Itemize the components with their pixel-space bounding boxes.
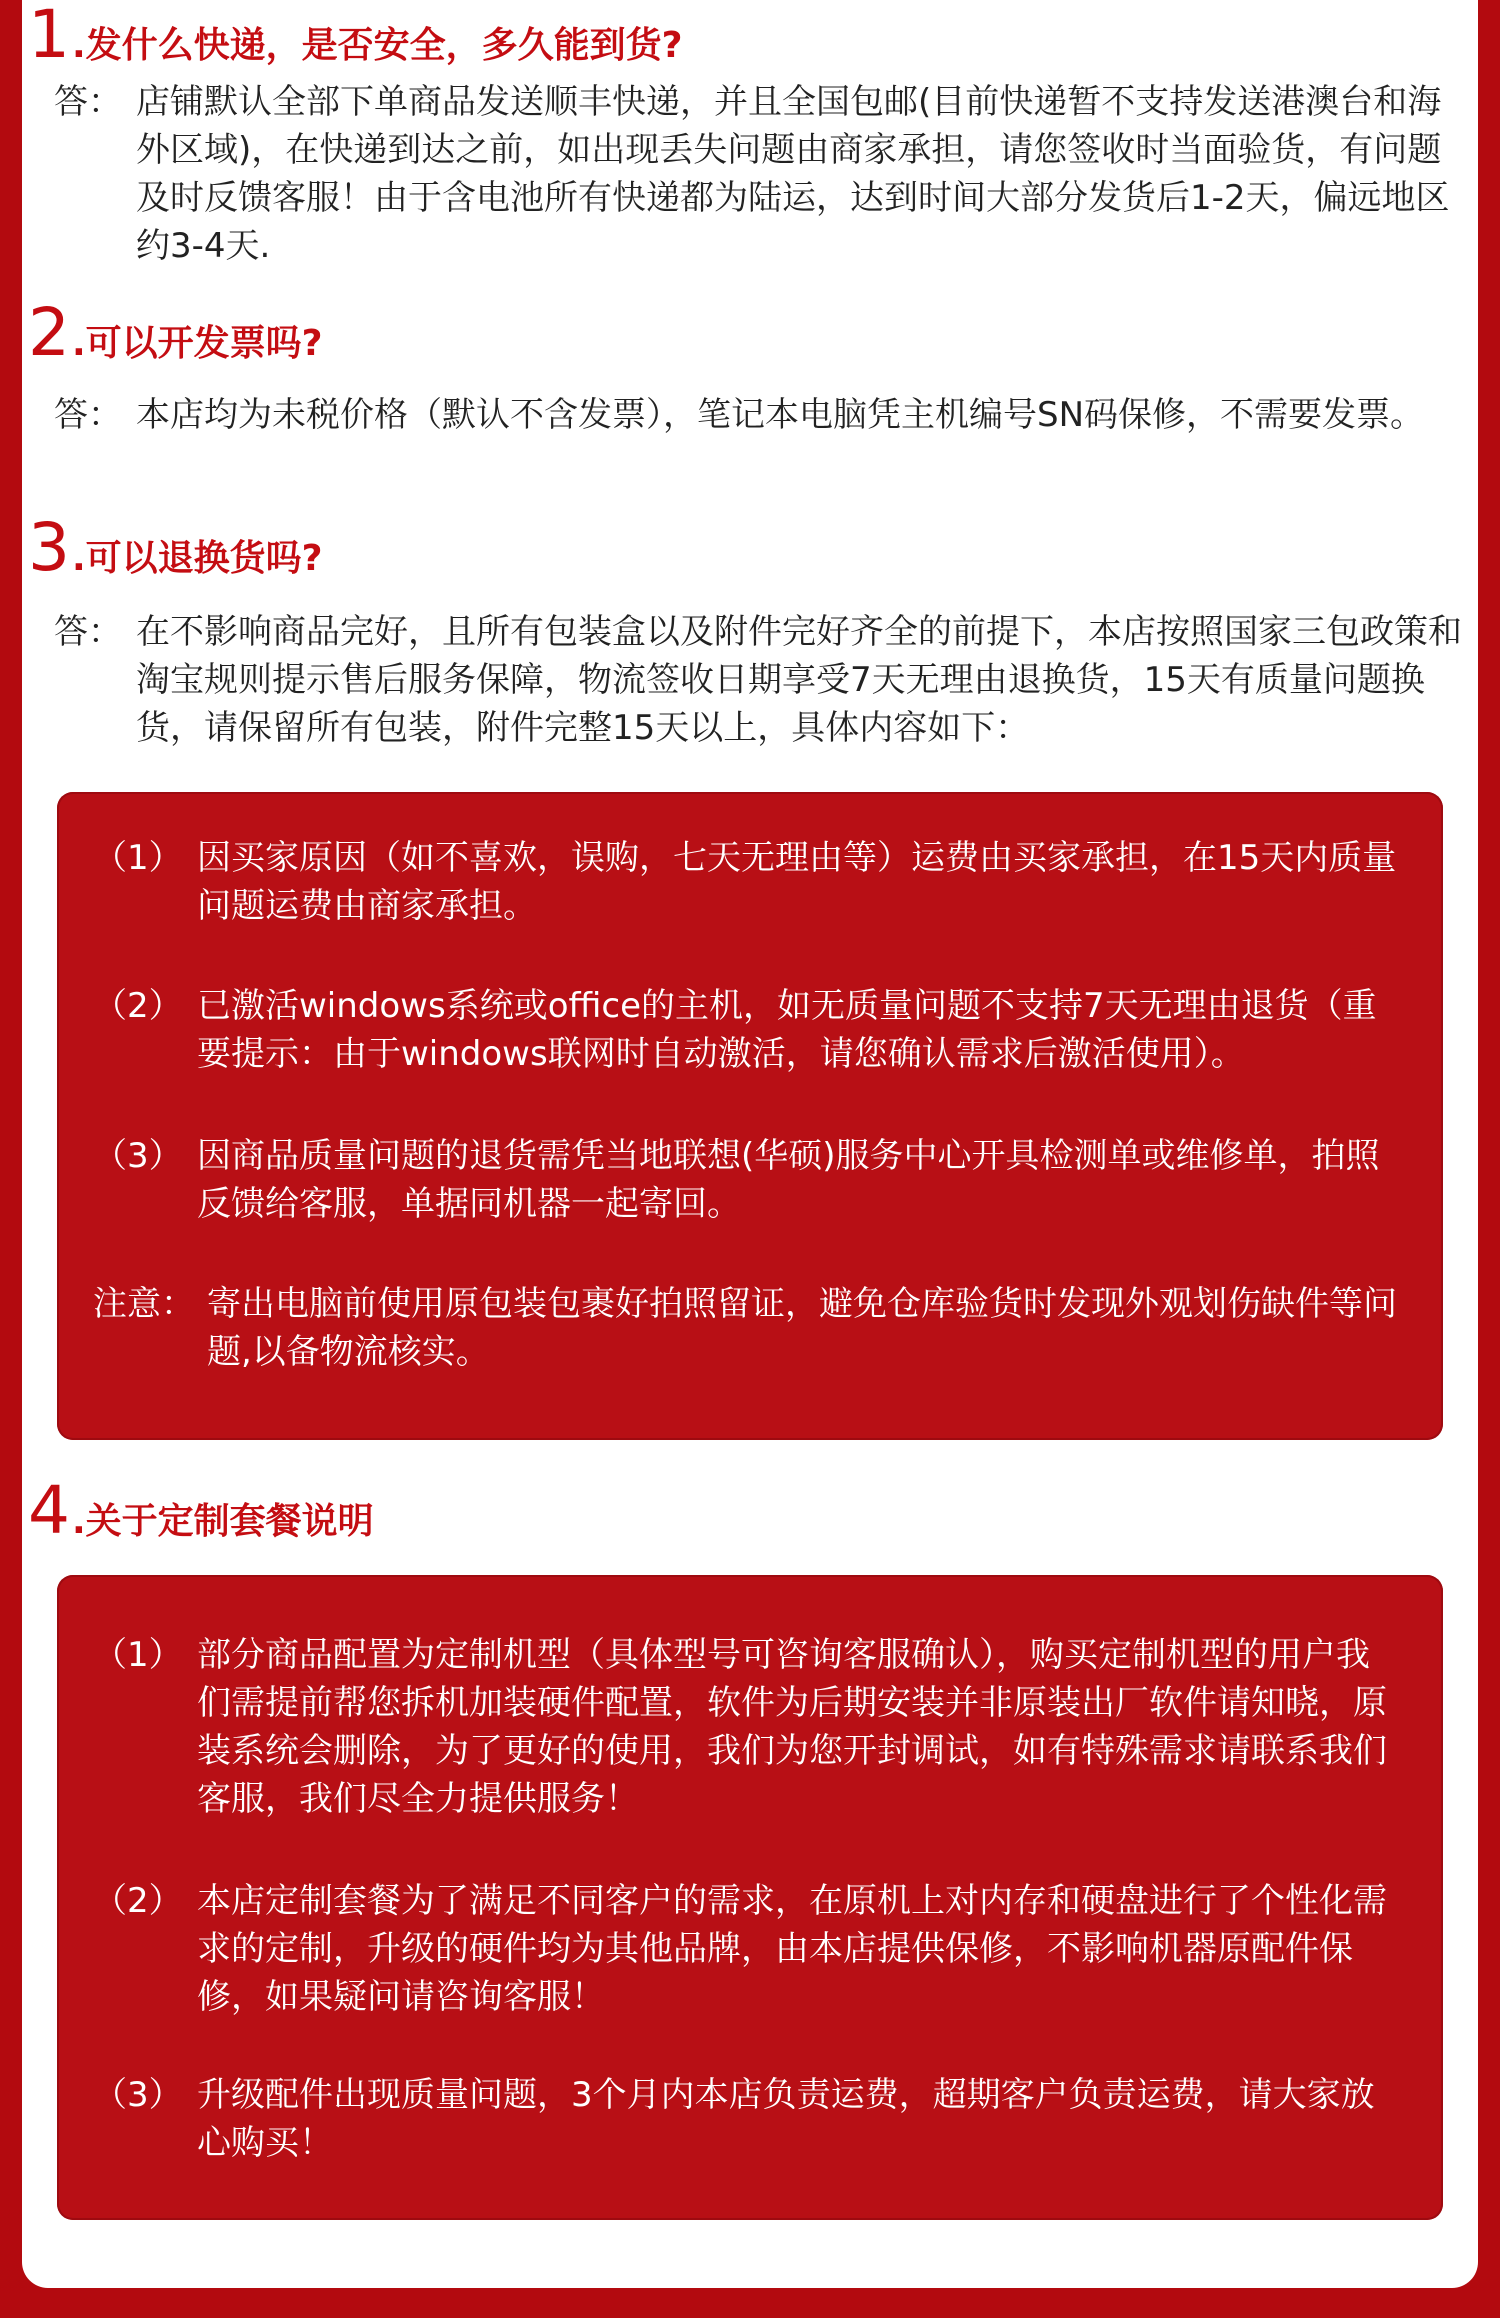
return-policy-item-3 [93, 1132, 1403, 1228]
question-4-heading [28, 1472, 374, 1549]
question-title: .可以退换货吗? [72, 538, 323, 579]
custom-package-item-3 [93, 2071, 1403, 2167]
question-3-answer [54, 608, 1474, 752]
item-text: 已激活windows系统或office的主机，如无质量问题不支持7天无理由退货（重要提示：由于windows联网时自动激活，请您确认需求后激活使用）。 [197, 986, 1377, 1074]
question-number: 1 [28, 0, 70, 73]
return-policy-item-2 [93, 982, 1403, 1078]
question-1-answer [54, 78, 1474, 270]
question-2-answer [54, 391, 1474, 439]
custom-package-item-1 [93, 1631, 1403, 1823]
faq-page [22, 0, 1478, 2288]
answer-label: 答： [54, 395, 122, 435]
item-text: 因买家原因（如不喜欢，误购，七天无理由等）运费由买家承担，在15天内质量问题运费由商家承担。 [197, 838, 1397, 926]
question-2-heading [28, 294, 323, 371]
item-label: （3） [93, 1136, 183, 1176]
question-number: 3 [28, 509, 70, 586]
question-title: .发什么快递，是否安全，多久能到货? [72, 25, 683, 66]
item-label: （1） [93, 1635, 183, 1675]
item-text: 本店定制套餐为了满足不同客户的需求，在原机上对内存和硬盘进行了个性化需求的定制，升级的硬件均为其他品牌，由本店提供保修，不影响机器原配件保修，如果疑问请咨询客服！ [197, 1881, 1387, 2017]
question-title: .可以开发票吗? [72, 323, 323, 364]
item-label: （2） [93, 986, 183, 1026]
item-text: 部分商品配置为定制机型（具体型号可咨询客服确认），购买定制机型的用户我们需提前帮您拆机加装硬件配置，软件为后期安装并非原装出厂软件请知晓，原装系统会删除，为了更好的使用，我们为您开封调试，如有特殊需求请联系我们客服，我们尽全力提供服务！ [197, 1635, 1387, 1819]
answer-text: 在不影响商品完好，且所有包装盒以及附件完好齐全的前提下，本店按照国家三包政策和淘宝规则提示售后服务保障，物流签收日期享受7天无理由退换货，15天有质量问题换货，请保留所有包装，附件完整15天以上，具体内容如下： [136, 612, 1462, 748]
item-label: （1） [93, 838, 183, 878]
question-number: 2 [28, 294, 70, 371]
item-text: 因商品质量问题的退货需凭当地联想(华硕)服务中心开具检测单或维修单，拍照反馈给客服，单据同机器一起寄回。 [197, 1136, 1380, 1224]
custom-package-box [57, 1575, 1443, 2220]
item-label: （2） [93, 1881, 183, 1921]
answer-label: 答： [54, 82, 122, 122]
item-text: 升级配件出现质量问题，3个月内本店负责运费，超期客户负责运费，请大家放心购买！ [197, 2075, 1375, 2163]
return-policy-item-1 [93, 834, 1403, 930]
question-1-heading [28, 0, 683, 73]
custom-package-item-2 [93, 1877, 1403, 2021]
note-text: 寄出电脑前使用原包装包裹好拍照留证，避免仓库验货时发现外观划伤缺件等问题,以备物流核实。 [207, 1284, 1397, 1372]
answer-text: 店铺默认全部下单商品发送顺丰快递，并且全国包邮(目前快递暂不支持发送港澳台和海外区域)，在快递到达之前，如出现丢失问题由商家承担，请您签收时当面验货，有问题及时反馈客服！由于含电池所有快递都为陆运，达到时间大部分发货后1-2天，偏远地区约3-4天. [136, 82, 1450, 266]
question-3-heading [28, 509, 323, 586]
question-title: .关于定制套餐说明 [72, 1501, 374, 1542]
return-policy-note [93, 1280, 1403, 1376]
question-number: 4 [28, 1472, 70, 1549]
answer-label: 答： [54, 612, 122, 652]
return-policy-box [57, 792, 1443, 1440]
item-label: （3） [93, 2075, 183, 2115]
answer-text: 本店均为未税价格（默认不含发票），笔记本电脑凭主机编号SN码保修，不需要发票。 [136, 395, 1425, 435]
note-label: 注意： [93, 1284, 195, 1324]
